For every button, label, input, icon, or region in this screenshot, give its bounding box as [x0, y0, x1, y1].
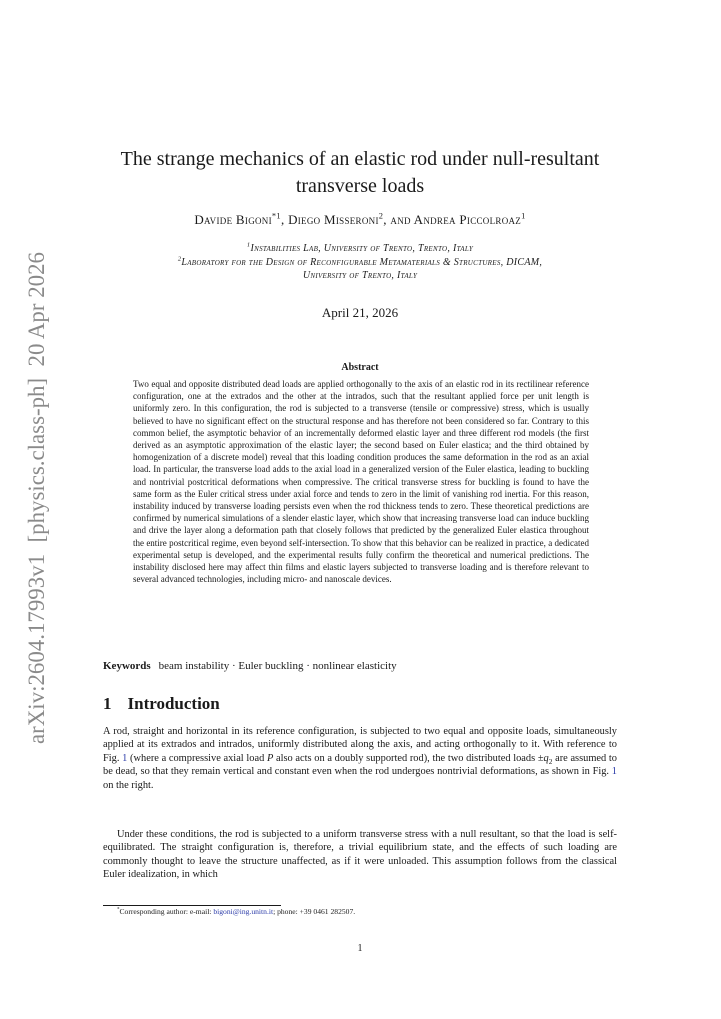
- paragraph-text: A rod, straight and horizontal in its reference configuration, is subjected to two equal and opposite loads, simultaneously applied at its extrados and intrados, uniformly distributed along the axis, and acting orthogonally to it. With reference to Fig.: [103, 726, 617, 764]
- email-link[interactable]: bigoni@ing.unitn.it: [213, 907, 274, 916]
- footnote-text: Corresponding author: e-mail:: [119, 907, 214, 916]
- intro-paragraph-1: [103, 725, 617, 792]
- affiliation-mark: 1: [246, 241, 251, 249]
- arxiv-stamp-graphic: [10, 248, 60, 748]
- author-affil-mark: *1: [271, 210, 281, 221]
- footnote-mark: *: [117, 907, 120, 913]
- paragraph-text: are assumed to be dead, so that they remain vertical and constant even when the rod undergoes nontrivial deformations, as shown in Fig.: [103, 752, 617, 778]
- section-title: Introduction: [127, 694, 220, 713]
- affiliation-1: [60, 242, 660, 255]
- paragraph-text: on the right.: [103, 779, 154, 791]
- affiliation-text: Instabilities Lab, University of Trento, Trento, Italy: [250, 243, 474, 254]
- section-heading: [103, 694, 220, 714]
- symbol-q: q: [543, 752, 549, 764]
- paper-title-line-2: transverse loads: [295, 175, 425, 197]
- arxiv-stamp-text: arXiv:2604.17993v1 [physics.class-ph] 20 Apr 2026: [24, 249, 49, 744]
- affiliation-text: University of Trento, Italy: [302, 270, 418, 281]
- author-separator: , and: [383, 212, 414, 227]
- abstract-text: Two equal and opposite distributed dead loads are applied orthogonally to the axis of an elastic rod in its rectilinear reference configuration, one at the extrados and the other at the intrados, such that the resultant applied force per unit length is uniformly zero. In this configuration, the rod is subjected to a transverse (tensile or compressive) stress, which is usually believed to have no significant effect on the structural response and has therefore not been considered so far. Contrary to this common belief, the asymptotic behavior of an incrementally deformed elastic layer and three different rod models (the first derived as an asymptotic approximation of the elastic layer; the second based on Euler elastica; and the third obtained by homogenization of a discrete model) reveal that this loading condition produces the same deformation in the rod as an axial load. In particular, the transverse load adds to the axial load in a generalized version of the Euler elastica, leading to buckling and nontrivial postcritical deformations when compressive. The critical transverse stress for buckling is found to have the same form as the Euler critical stress under axial force and tends to zero in the limit of vanishing rod inertia. For this reason, instability induced by transverse loading persists even when the rod thickness tends to zero. These theoretical predictions are confirmed by numerical simulations of a slender elastic layer, which show that increasing transverse load can induce buckling and drive the layer along a deformation path that closely follows that predicted by the generalized Euler elastica throughout the entire postcritical regime, even beyond self-intersection. To show that this behavior can be realized in practice, a dedicated experimental setup is developed, and the experimental results fully confirm the theoretical and numerical predictions. The instability disclosed here may affect thin films and elastic layers subjected to transverse loading and is therefore relevant to several advanced technologies, including micro- and nanoscale devices.: [133, 379, 589, 585]
- paragraph-text: also acts on a doubly supported rod), the two distributed loads ±: [273, 752, 544, 764]
- paper-date: April 21, 2026: [321, 305, 399, 320]
- abstract-heading: Abstract: [341, 362, 379, 373]
- figure-ref-link[interactable]: 1: [122, 752, 128, 764]
- paper-title-line-1: The strange mechanics of an elastic rod under null-resultant: [120, 148, 600, 170]
- footnote-text: ; phone: +39 0461 282507.: [273, 907, 356, 916]
- paragraph-text: (where a compressive axial load: [127, 752, 267, 764]
- author-name: Andrea Piccolroaz: [413, 212, 522, 227]
- affiliation-2: [60, 256, 660, 282]
- keywords-label: Keywords: [103, 660, 151, 672]
- section-number: 1: [103, 694, 112, 713]
- paper-title: [90, 146, 630, 200]
- author-affil-mark: 2: [378, 210, 384, 221]
- footnote: [103, 907, 617, 916]
- author-separator: ,: [280, 212, 289, 227]
- author-list: [60, 212, 660, 228]
- affiliation-text: Laboratory for the Design of Reconfigurable Metamaterials & Structures, DICAM,: [181, 257, 543, 268]
- figure-ref-link[interactable]: 1: [611, 766, 617, 778]
- author-affil-mark: 1: [521, 210, 526, 221]
- author-name: Diego Misseroni: [288, 212, 379, 227]
- symbol-q-subscript: 2: [548, 757, 553, 766]
- keywords-text: beam instability · Euler buckling · nonlinear elasticity: [158, 660, 397, 672]
- author-name: Davide Bigoni: [194, 212, 272, 227]
- keywords: [103, 660, 623, 672]
- affiliation-mark: 2: [177, 255, 182, 263]
- intro-paragraph-2: Under these conditions, the rod is subjected to a uniform transverse stress with a null resultant, so that the load is self-equilibrated. The straight configuration is, therefore, a trivial equilibrium state, and the effects of such loading are commonly thought to leave the structure unaffected, as if it were unloaded. This assumption follows from the classical Euler idealization, in which: [103, 829, 617, 881]
- footnote-rule: [103, 905, 281, 906]
- arxiv-stamp: [10, 248, 60, 748]
- page-number: 1: [357, 943, 363, 954]
- symbol-P: P: [266, 752, 274, 764]
